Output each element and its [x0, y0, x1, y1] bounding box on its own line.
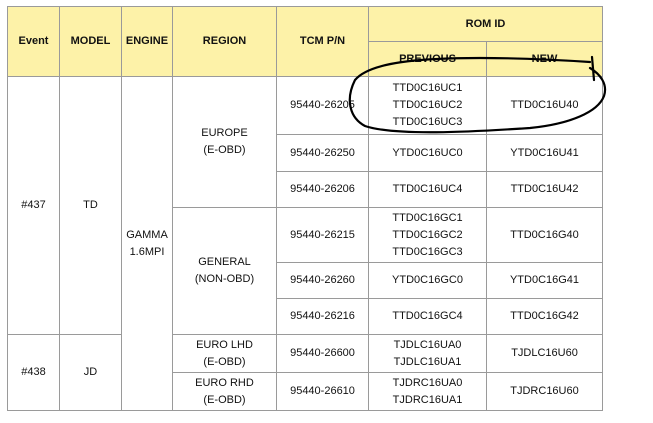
- tcm-cell: 95440-26260: [277, 263, 369, 299]
- previous-cell: [369, 299, 487, 335]
- previous-cell: [369, 135, 487, 172]
- region-line: (E-OBD): [203, 355, 246, 368]
- tcm-cell: 95440-26250: [277, 135, 369, 172]
- model-cell: JD: [60, 335, 122, 411]
- tcm-cell: 95440-26205: [277, 77, 369, 135]
- new-cell: TTD0C16U42: [487, 172, 603, 208]
- header-rom-id: ROM ID: [369, 7, 603, 42]
- region-line: (NON-OBD): [194, 273, 255, 285]
- header-new: NEW: [487, 42, 603, 77]
- previous-line: TTD0C16GC1: [392, 211, 463, 224]
- header-tcm: TCM P/N: [277, 7, 369, 77]
- previous-line: TTD0C16UC2: [392, 99, 463, 111]
- region-cell: [173, 373, 277, 411]
- header-event: Event: [8, 7, 60, 77]
- header-engine: ENGINE: [122, 7, 173, 77]
- new-cell: YTD0C16U41: [487, 135, 603, 172]
- tcm-cell: 95440-26206: [277, 172, 369, 208]
- region-line: EURO LHD: [196, 338, 253, 351]
- new-cell: TTD0C16G42: [487, 299, 603, 335]
- region-cell: [173, 335, 277, 373]
- rom-id-table: [7, 6, 603, 411]
- previous-line: TTD0C16GC4: [392, 310, 463, 322]
- new-cell: YTD0C16G41: [487, 263, 603, 299]
- previous-line: TJDLC16UA0: [393, 338, 462, 351]
- previous-cell: [369, 172, 487, 208]
- tcm-cell: 95440-26216: [277, 299, 369, 335]
- engine-line: GAMMA: [126, 228, 168, 241]
- previous-cell: [369, 335, 487, 373]
- region-line: GENERAL: [198, 256, 251, 268]
- event-cell: #438: [8, 335, 60, 411]
- previous-cell: [369, 208, 487, 263]
- region-line: (E-OBD): [203, 393, 246, 406]
- new-cell: TTD0C16U40: [487, 77, 603, 135]
- previous-line: TTD0C16GC2: [392, 228, 463, 241]
- tcm-cell: 95440-26610: [277, 373, 369, 411]
- region-line: EURO RHD: [195, 376, 254, 389]
- model-cell: TD: [60, 77, 122, 335]
- previous-line: TJDRC16UA1: [392, 393, 463, 406]
- new-cell: TJDRC16U60: [487, 373, 603, 411]
- new-cell: TJDLC16U60: [487, 335, 603, 373]
- event-cell: #437: [8, 77, 60, 335]
- region-cell: [173, 77, 277, 208]
- table-row: [8, 335, 603, 373]
- engine-cell: [122, 77, 173, 411]
- previous-line: TTD0C16GC3: [392, 245, 463, 258]
- previous-line: YTD0C16GC0: [392, 274, 463, 286]
- tcm-cell: 95440-26600: [277, 335, 369, 373]
- new-cell: TTD0C16G40: [487, 208, 603, 263]
- previous-line: TTD0C16UC3: [392, 116, 463, 128]
- previous-cell: [369, 77, 487, 135]
- previous-line: TTD0C16UC1: [392, 82, 463, 94]
- engine-line: 1.6MPI: [129, 245, 165, 258]
- header-previous: PREVIOUS: [369, 42, 487, 77]
- header-model: MODEL: [60, 7, 122, 77]
- header-region: REGION: [173, 7, 277, 77]
- region-cell: [173, 208, 277, 335]
- region-line: (E-OBD): [203, 144, 246, 156]
- previous-cell: [369, 373, 487, 411]
- previous-line: TJDRC16UA0: [392, 376, 463, 389]
- previous-cell: [369, 263, 487, 299]
- previous-line: TJDLC16UA1: [393, 355, 462, 368]
- table-row: [8, 77, 603, 135]
- previous-line: TTD0C16UC4: [392, 183, 463, 195]
- region-line: EUROPE: [201, 127, 248, 139]
- previous-line: YTD0C16UC0: [392, 146, 463, 159]
- tcm-cell: 95440-26215: [277, 208, 369, 263]
